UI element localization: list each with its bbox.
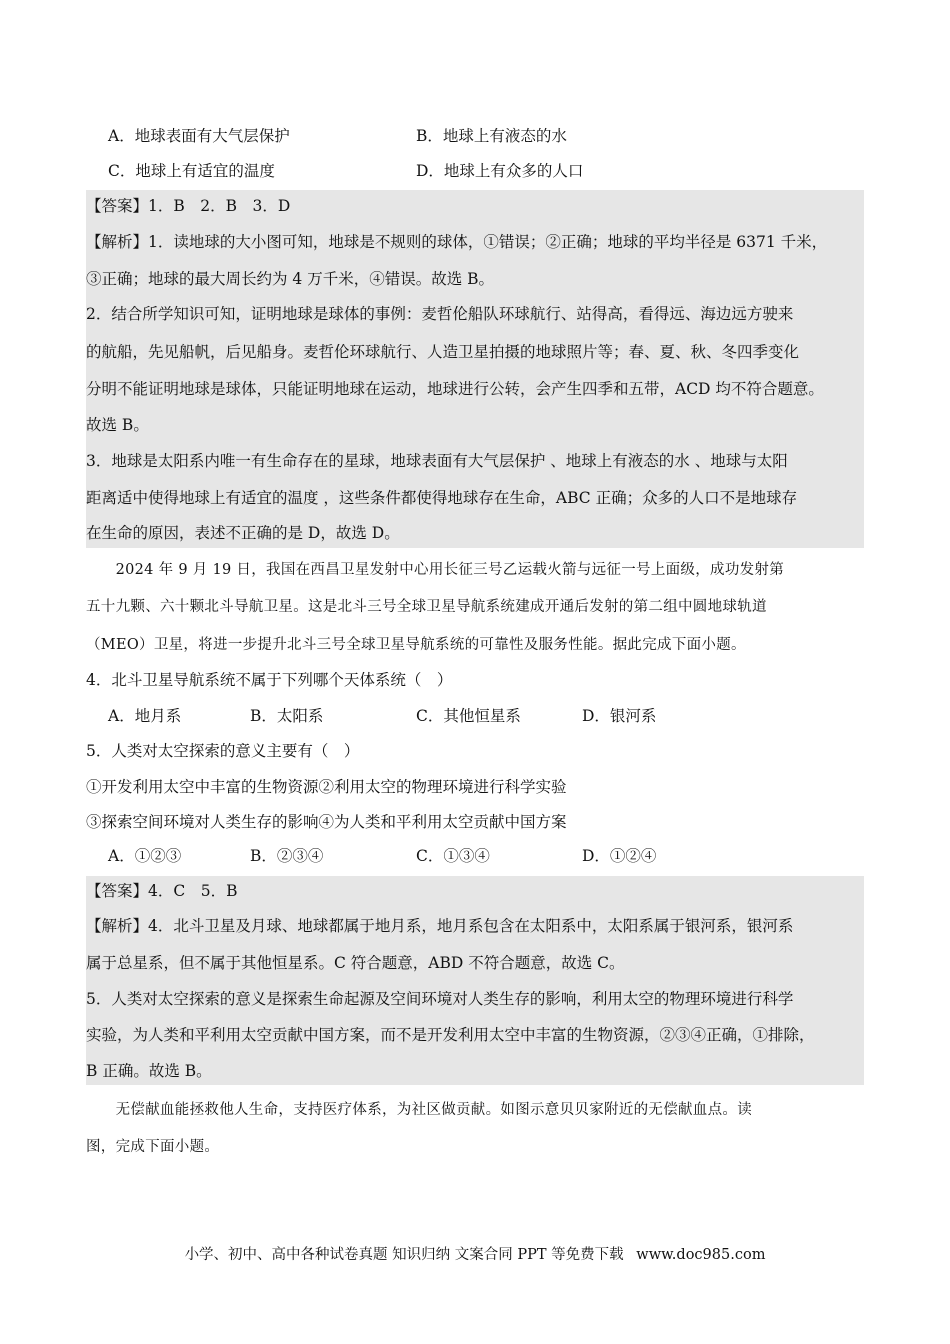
- q3-option-b: B．地球上有液态的水: [416, 127, 567, 145]
- passage-1-line: 五十九颗、六十颗北斗导航卫星。这是北斗三号全球卫星导航系统建成开通后发射的第二组中圆地球轨道: [86, 599, 767, 615]
- q4-option-c: C．其他恒星系: [416, 707, 521, 725]
- analysis-2-line: 属于总星系，但不属于其他恒星系。C 符合题意，ABD 不符合题意，故选 C。: [86, 954, 625, 972]
- answer-1: 【答案】1．B 2．B 3．D: [86, 197, 291, 215]
- q5-option-a: A．①②③: [108, 847, 182, 865]
- q4-option-a: A．地月系: [108, 707, 182, 725]
- footer-text: 小学、初中、高中各种试卷真题 知识归纳 文案合同 PPT 等免费下载: [184, 1247, 624, 1263]
- passage-2-line: 无偿献血能拯救他人生命，支持医疗体系，为社区做贡献。如图示意贝贝家附近的无偿献血点。读: [86, 1102, 752, 1118]
- q5-option-b: B．②③④: [250, 847, 324, 865]
- q5-item: ①开发利用太空中丰富的生物资源②利用太空的物理环境进行科学实验: [86, 778, 567, 796]
- analysis-1-line: 的航船，先见船帆，后见船身。麦哲伦环球航行、人造卫星拍摄的地球照片等；春、夏、秋、冬四季变化: [86, 343, 800, 361]
- analysis-1-line: 在生命的原因，表述不正确的是 D，故选 D。: [86, 524, 400, 542]
- page-footer: [0, 1243, 950, 1267]
- q4-option-d: D．银河系: [582, 707, 657, 725]
- footer-link[interactable]: www.doc985.com: [636, 1247, 766, 1263]
- analysis-1-line: 故选 B。: [86, 416, 149, 434]
- q3-option-a: A．地球表面有大气层保护: [108, 127, 290, 145]
- q5-option-c: C．①③④: [416, 847, 490, 865]
- q3-option-c: C．地球上有适宜的温度: [108, 162, 275, 180]
- q5-stem: 5．人类对太空探索的意义主要有（ ）: [86, 742, 360, 760]
- passage-2-line: 图，完成下面小题。: [86, 1139, 220, 1155]
- analysis-2-line: 【解析】4．北斗卫星及月球、地球都属于地月系，地月系包含在太阳系中，太阳系属于银河系，银河系: [86, 917, 794, 935]
- analysis-1-line: 2．结合所学知识可知，证明地球是球体的事例：麦哲伦船队环球航行、站得高，看得远、海边远方驶来: [86, 305, 794, 323]
- analysis-1-line: 【解析】1．读地球的大小图可知，地球是不规则的球体，①错误；②正确；地球的平均半径是 6371 千米，: [86, 233, 828, 251]
- passage-1-line: （MEO）卫星，将进一步提升北斗三号全球卫星导航系统的可靠性及服务性能。据此完成下面小题。: [86, 637, 746, 653]
- q5-item: ③探索空间环境对人类生存的影响④为人类和平利用太空贡献中国方案: [86, 813, 567, 831]
- passage-1-line: 2024 年 9 月 19 日，我国在西昌卫星发射中心用长征三号乙运载火箭与远征一号上面级，成功发射第: [86, 562, 785, 578]
- analysis-1-line: 分明不能证明地球是球体，只能证明地球在运动，地球进行公转，会产生四季和五带，ACD 均不符合题意。: [86, 380, 824, 398]
- analysis-2-line: 5．人类对太空探索的意义是探索生命起源及空间环境对人类生存的影响，利用太空的物理环境进行科学: [86, 990, 794, 1008]
- analysis-1-line: ③正确；地球的最大周长约为 4 万千米，④错误。故选 B。: [86, 270, 495, 288]
- q5-option-d: D．①②④: [582, 847, 657, 865]
- q3-option-d: D．地球上有众多的人口: [416, 162, 584, 180]
- analysis-2-line: 实验，为人类和平利用太空贡献中国方案，而不是开发利用太空中丰富的生物资源，②③④正确，①排除，: [86, 1026, 815, 1044]
- analysis-1-line: 距离适中使得地球上有适宜的温度 ，这些条件都使得地球存在生命，ABC 正确；众多的人口不是地球存: [86, 489, 798, 507]
- answer-2: 【答案】4．C 5．B: [86, 882, 238, 900]
- analysis-2-line: B 正确。故选 B。: [86, 1062, 212, 1080]
- answer-block-2-background: [86, 876, 864, 1085]
- analysis-1-line: 3．地球是太阳系内唯一有生命存在的星球，地球表面有大气层保护 、地球上有液态的水 、地球与太阳: [86, 452, 788, 470]
- q4-stem: 4．北斗卫星导航系统不属于下列哪个天体系统（ ）: [86, 671, 453, 689]
- q4-option-b: B．太阳系: [250, 707, 324, 725]
